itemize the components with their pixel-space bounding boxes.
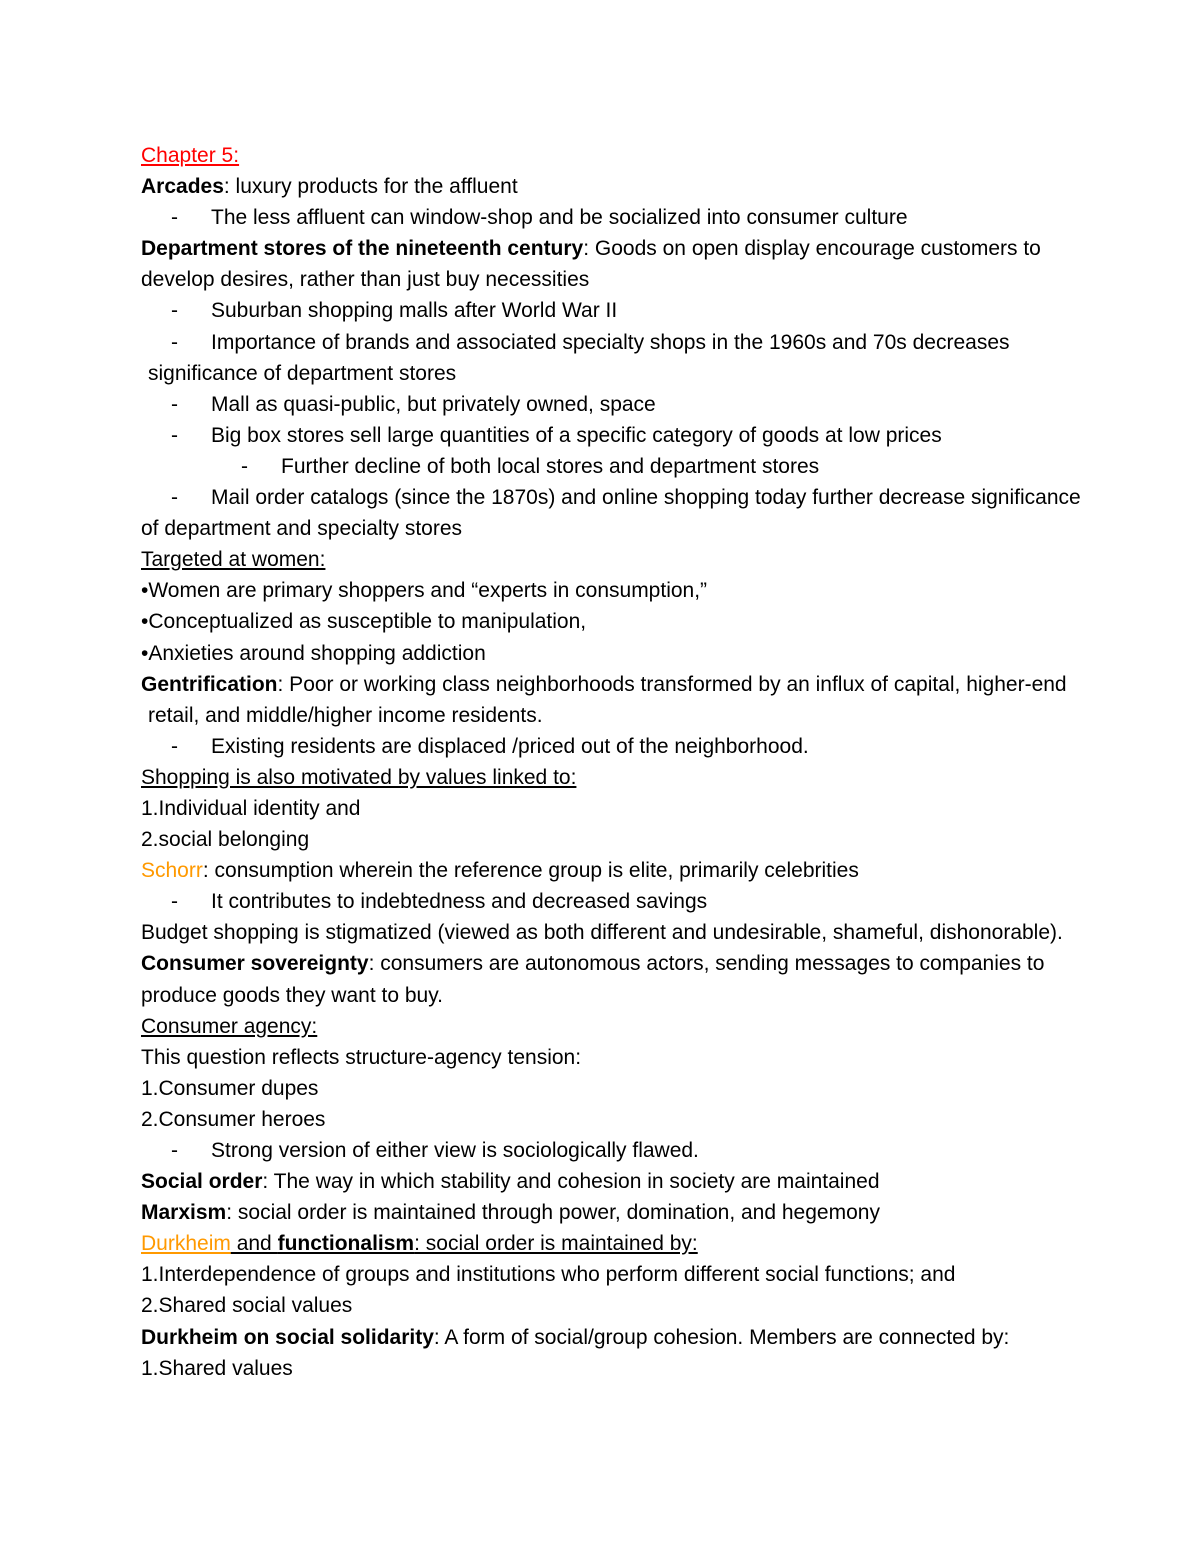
bullet-text: Strong version of either view is sociologically flawed. [211,1139,699,1162]
dash-marker: - [171,392,178,416]
bullet-item [141,731,1191,762]
term-marxism [141,1197,1191,1228]
section-heading: Targeted at women: [141,548,326,572]
term-definition: : Poor or working class neighborhoods transformed by an influx of capital, higher-end [277,672,1067,696]
bullet-text: The less affluent can window-shop and be socialized into consumer culture [211,206,908,230]
bullet-text: Further decline of both local stores and department stores [281,454,820,478]
term-social-order [141,1166,1191,1197]
paragraph-line: develop desires, rather than just buy necessities [141,268,590,292]
term-definition: : Goods on open display encourage customers to [583,237,1041,261]
term-definition: : consumption wherein the reference group is elite, primarily celebrities [202,859,859,883]
term-label: Department stores of the nineteenth century [141,237,584,261]
list-item: 1.Interdependence of groups and institutions who perform different social functions; and [141,1263,956,1287]
dash-marker: - [171,423,178,447]
document-page [141,140,1191,1384]
paragraph-line: significance of department stores [148,361,457,385]
bullet-item [141,202,1191,233]
list-item: 1.Individual identity and [141,796,361,820]
paragraph-line: retail, and middle/higher income residents. [148,703,543,727]
dash-marker: - [171,486,178,510]
term-definition: : A form of social/group cohesion. Members are connected by: [433,1325,1010,1349]
bullet-item [141,389,1191,420]
list-item: 2.Shared social values [141,1294,353,1318]
bullet-text: Importance of brands and associated specialty shops in the 1960s and 70s decreases [211,330,1010,354]
list-item: •Conceptualized as susceptible to manipulation, [141,610,587,634]
list-item: •Women are primary shoppers and “experts in consumption,” [141,579,708,603]
bullet-text: Existing residents are displaced /priced out of the neighborhood. [211,734,809,758]
term-durkheim-functionalism [141,1228,1191,1259]
term-label: Social order [141,1170,263,1194]
term-label: Gentrification [141,672,278,696]
name-label: Durkheim [141,1232,231,1256]
dash-marker: - [171,734,178,758]
bullet-text: Suburban shopping malls after World War II [211,299,618,323]
term-definition: : consumers are autonomous actors, sending messages to companies to [368,952,1045,976]
bullet-item [141,295,1191,326]
bullet-text: It contributes to indebtedness and decreased savings [211,890,708,914]
term-label: Marxism [141,1201,227,1225]
paragraph-line: This question reflects structure-agency tension: [141,1045,582,1069]
dash-marker: - [171,330,178,354]
term-gentrification [141,669,1191,700]
connector-text: and [230,1232,278,1256]
term-arcades [141,171,1191,202]
term-definition: : social order is maintained through power, domination, and hegemony [226,1201,880,1225]
bullet-text: Big box stores sell large quantities of a specific category of goods at low prices [211,423,942,447]
term-consumer-sovereignty [141,948,1191,979]
dash-marker: - [171,206,178,230]
term-label: functionalism [277,1232,415,1256]
list-item: •Anxieties around shopping addiction [141,641,486,665]
term-label: Durkheim on social solidarity [141,1325,434,1349]
bullet-item [141,482,1191,513]
dash-marker: - [171,1139,178,1162]
bullet-text: Mail order catalogs (since the 1870s) and online shopping today further decrease significance [211,486,1081,510]
term-definition: : luxury products for the affluent [223,175,518,199]
term-definition: : The way in which stability and cohesion in society are maintained [262,1170,880,1194]
paragraph-line: of department and specialty stores [141,517,463,541]
bullet-item [141,1135,1191,1166]
term-definition: : social order is maintained by: [414,1232,698,1256]
paragraph-line: Budget shopping is stigmatized (viewed as both different and undesirable, shameful, dishonorable). [141,921,1063,945]
list-item: 1.Consumer dupes [141,1076,319,1100]
bullet-item [141,886,1191,917]
section-heading: Consumer agency: [141,1014,318,1038]
bullet-item [141,327,1191,358]
list-item: 2.Consumer heroes [141,1107,326,1131]
term-durkheim-solidarity [141,1322,1191,1353]
sub-bullet-item [141,451,1191,482]
dash-marker: - [241,454,248,478]
term-label: Arcades [141,175,224,199]
dash-marker: - [171,890,178,914]
term-label: Consumer sovereignty [141,952,369,976]
term-department-stores [141,233,1191,264]
bullet-item [141,420,1191,451]
term-schorr [141,855,1191,886]
bullet-text: Mall as quasi-public, but privately owned, space [211,392,656,416]
name-label: Schorr [141,859,203,883]
dash-marker: - [171,299,178,323]
list-item: 2.social belonging [141,828,310,852]
list-item: 1.Shared values [141,1356,293,1380]
section-heading: Shopping is also motivated by values linked to: [141,765,577,789]
paragraph-line: produce goods they want to buy. [141,983,443,1007]
chapter-heading: Chapter 5: [141,144,240,167]
